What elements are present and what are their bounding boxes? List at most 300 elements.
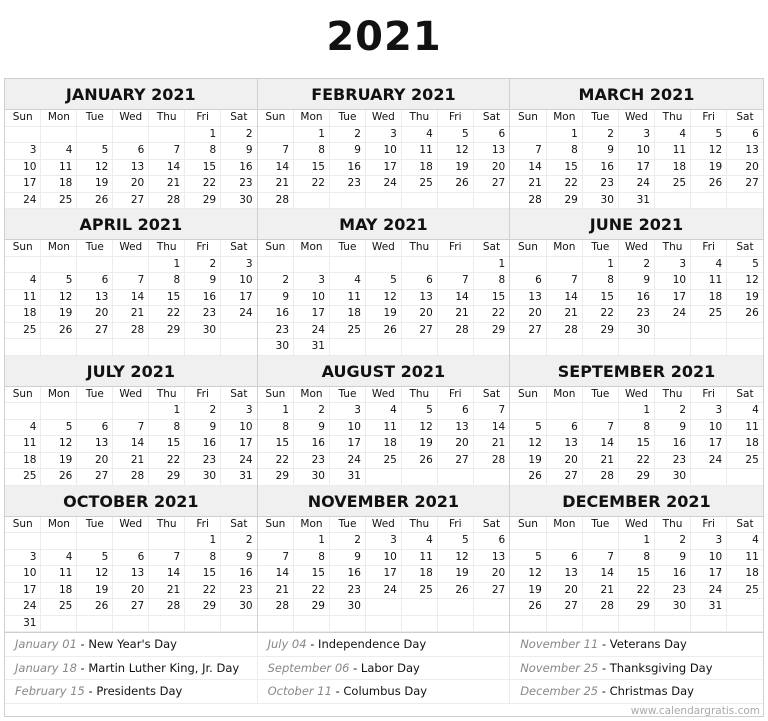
empty-cell: [582, 403, 618, 420]
day-cell: 31: [5, 615, 41, 632]
day-cell: 9: [582, 143, 618, 160]
day-cell: 4: [5, 419, 41, 436]
week-row: [510, 615, 763, 632]
weekday-label: Fri: [185, 517, 221, 533]
empty-cell: [329, 615, 365, 632]
week-row: [5, 615, 257, 632]
empty-cell: [437, 256, 473, 273]
day-cell: 9: [258, 289, 294, 306]
weekday-label: Sun: [5, 110, 41, 126]
week-row: [5, 419, 257, 436]
day-cell: 21: [582, 452, 618, 469]
empty-cell: [546, 615, 582, 632]
empty-cell: [294, 192, 330, 209]
empty-cell: [727, 322, 763, 339]
day-cell: 11: [727, 419, 763, 436]
week-row: [258, 273, 510, 290]
day-cell: 2: [329, 533, 365, 550]
day-cell: 20: [113, 176, 149, 193]
day-cell: 19: [510, 582, 546, 599]
month-title: JULY 2021: [5, 356, 257, 387]
week-row: [5, 143, 257, 160]
day-cell: 29: [546, 192, 582, 209]
weekday-label: Mon: [41, 110, 77, 126]
day-cell: 17: [294, 306, 330, 323]
month-table: [258, 517, 510, 633]
day-cell: 12: [365, 289, 401, 306]
day-cell: 9: [655, 419, 691, 436]
month-title: AUGUST 2021: [258, 356, 510, 387]
week-row: [258, 582, 510, 599]
empty-cell: [149, 339, 185, 356]
day-cell: 19: [691, 159, 727, 176]
day-cell: 13: [77, 436, 113, 453]
day-cell: 2: [258, 273, 294, 290]
weekday-label: Wed: [365, 110, 401, 126]
holiday-item: [510, 680, 763, 704]
weekday-header-row: [5, 387, 257, 403]
day-cell: 17: [365, 159, 401, 176]
day-cell: 6: [77, 273, 113, 290]
holiday-separator: -: [598, 637, 610, 651]
empty-cell: [365, 599, 401, 616]
day-cell: 2: [221, 533, 257, 550]
day-cell: 20: [77, 306, 113, 323]
day-cell: 26: [437, 176, 473, 193]
day-cell: 2: [655, 533, 691, 550]
day-cell: 29: [258, 469, 294, 486]
day-cell: 20: [437, 436, 473, 453]
day-cell: 27: [473, 582, 509, 599]
weekday-label: Sat: [727, 110, 763, 126]
day-cell: 25: [41, 192, 77, 209]
day-cell: 14: [258, 159, 294, 176]
day-cell: 25: [727, 582, 763, 599]
weekday-label: Fri: [691, 387, 727, 403]
weekday-label: Sat: [221, 517, 257, 533]
day-cell: 18: [5, 452, 41, 469]
day-cell: 24: [294, 322, 330, 339]
day-cell: 4: [401, 533, 437, 550]
day-cell: 18: [401, 159, 437, 176]
month-table: [5, 110, 257, 209]
day-cell: 17: [221, 436, 257, 453]
month-title: APRIL 2021: [5, 209, 257, 240]
day-cell: 4: [5, 273, 41, 290]
day-cell: 23: [221, 582, 257, 599]
day-cell: 5: [41, 273, 77, 290]
day-cell: 11: [5, 289, 41, 306]
empty-cell: [546, 533, 582, 550]
day-cell: 1: [294, 533, 330, 550]
day-cell: 27: [113, 599, 149, 616]
holiday-name: Labor Day: [360, 660, 420, 675]
day-cell: 17: [221, 289, 257, 306]
week-row: [5, 339, 257, 356]
month-july: [5, 356, 258, 486]
day-cell: 21: [149, 582, 185, 599]
day-cell: 11: [41, 566, 77, 583]
day-cell: 2: [655, 403, 691, 420]
week-row: [258, 143, 510, 160]
weekday-label: Tue: [582, 517, 618, 533]
day-cell: 29: [185, 599, 221, 616]
day-cell: 14: [113, 436, 149, 453]
empty-cell: [618, 615, 654, 632]
weekday-header-row: [510, 240, 763, 256]
week-row: [5, 159, 257, 176]
day-cell: 28: [258, 192, 294, 209]
weekday-label: Sun: [258, 517, 294, 533]
day-cell: 10: [221, 273, 257, 290]
empty-cell: [655, 322, 691, 339]
empty-cell: [437, 615, 473, 632]
empty-cell: [329, 256, 365, 273]
day-cell: 22: [294, 582, 330, 599]
day-cell: 27: [546, 599, 582, 616]
day-cell: 5: [41, 419, 77, 436]
empty-cell: [294, 615, 330, 632]
weekday-label: Sun: [510, 517, 546, 533]
month-table: [5, 387, 257, 486]
day-cell: 4: [41, 143, 77, 160]
holiday-date: February 15: [15, 684, 85, 698]
day-cell: 2: [221, 126, 257, 143]
holiday-name: Martin Luther King, Jr. Day: [88, 660, 240, 675]
weekday-label: Sat: [473, 110, 509, 126]
weekday-label: Mon: [546, 240, 582, 256]
week-row: [510, 143, 763, 160]
week-row: [258, 339, 510, 356]
day-cell: 6: [113, 549, 149, 566]
empty-cell: [77, 403, 113, 420]
weekday-label: Fri: [691, 110, 727, 126]
day-cell: 10: [221, 419, 257, 436]
day-cell: 18: [329, 306, 365, 323]
day-cell: 27: [473, 176, 509, 193]
empty-cell: [655, 339, 691, 356]
day-cell: 21: [258, 582, 294, 599]
week-row: [5, 452, 257, 469]
week-row: [510, 176, 763, 193]
day-cell: 19: [437, 159, 473, 176]
day-cell: 6: [510, 273, 546, 290]
day-cell: 16: [221, 159, 257, 176]
day-cell: 22: [294, 176, 330, 193]
week-row: [258, 549, 510, 566]
day-cell: 15: [546, 159, 582, 176]
weekday-label: Thu: [655, 110, 691, 126]
weekday-label: Wed: [113, 387, 149, 403]
weekday-label: Sat: [473, 517, 509, 533]
day-cell: 26: [77, 599, 113, 616]
day-cell: 28: [113, 322, 149, 339]
day-cell: 3: [655, 256, 691, 273]
weekday-label: Wed: [618, 110, 654, 126]
empty-cell: [437, 599, 473, 616]
day-cell: 3: [5, 143, 41, 160]
day-cell: 8: [185, 143, 221, 160]
day-cell: 10: [294, 289, 330, 306]
empty-cell: [258, 533, 294, 550]
week-row: [258, 615, 510, 632]
empty-cell: [510, 403, 546, 420]
weekday-label: Tue: [329, 387, 365, 403]
weekday-label: Mon: [546, 387, 582, 403]
day-cell: 20: [113, 582, 149, 599]
day-cell: 15: [582, 289, 618, 306]
day-cell: 8: [149, 273, 185, 290]
day-cell: 21: [113, 452, 149, 469]
day-cell: 22: [618, 452, 654, 469]
month-table: [258, 240, 510, 356]
empty-cell: [437, 469, 473, 486]
day-cell: 13: [546, 566, 582, 583]
holiday-column: [510, 633, 763, 704]
day-cell: 6: [473, 126, 509, 143]
day-cell: 27: [727, 176, 763, 193]
day-cell: 29: [473, 322, 509, 339]
weekday-label: Sun: [5, 387, 41, 403]
day-cell: 19: [510, 452, 546, 469]
week-row: [510, 273, 763, 290]
empty-cell: [727, 469, 763, 486]
week-row: [510, 159, 763, 176]
day-cell: 25: [655, 176, 691, 193]
holiday-date: December 25: [520, 684, 599, 698]
day-cell: 17: [5, 176, 41, 193]
day-cell: 29: [185, 192, 221, 209]
day-cell: 9: [221, 549, 257, 566]
weekday-label: Fri: [691, 240, 727, 256]
holiday-date: January 01: [15, 637, 77, 651]
weekday-label: Sun: [258, 387, 294, 403]
empty-cell: [727, 599, 763, 616]
day-cell: 19: [77, 176, 113, 193]
holiday-name: Presidents Day: [96, 684, 183, 698]
holiday-item: [258, 680, 510, 704]
day-cell: 1: [149, 256, 185, 273]
day-cell: 13: [546, 436, 582, 453]
day-cell: 24: [365, 582, 401, 599]
weekday-label: Wed: [113, 517, 149, 533]
empty-cell: [149, 126, 185, 143]
empty-cell: [365, 192, 401, 209]
weekday-label: Tue: [582, 240, 618, 256]
empty-cell: [77, 339, 113, 356]
empty-cell: [77, 256, 113, 273]
month-table: [5, 517, 257, 633]
day-cell: 16: [618, 289, 654, 306]
empty-cell: [113, 256, 149, 273]
weekday-label: Sun: [258, 110, 294, 126]
weekday-label: Mon: [294, 240, 330, 256]
day-cell: 16: [655, 436, 691, 453]
day-cell: 16: [329, 566, 365, 583]
day-cell: 3: [365, 126, 401, 143]
month-table: [258, 387, 510, 486]
weekday-label: Wed: [618, 240, 654, 256]
day-cell: 12: [437, 549, 473, 566]
month-october: [5, 486, 258, 633]
weekday-header-row: [5, 517, 257, 533]
day-cell: 22: [258, 452, 294, 469]
empty-cell: [727, 192, 763, 209]
day-cell: 30: [185, 322, 221, 339]
month-row: [5, 209, 763, 356]
empty-cell: [510, 339, 546, 356]
weekday-label: Thu: [401, 387, 437, 403]
day-cell: 25: [727, 452, 763, 469]
weekday-label: Fri: [185, 240, 221, 256]
day-cell: 5: [691, 126, 727, 143]
day-cell: 20: [546, 582, 582, 599]
day-cell: 22: [149, 306, 185, 323]
day-cell: 15: [618, 566, 654, 583]
day-cell: 25: [691, 306, 727, 323]
empty-cell: [401, 192, 437, 209]
day-cell: 26: [77, 192, 113, 209]
weekday-label: Tue: [329, 110, 365, 126]
day-cell: 2: [618, 256, 654, 273]
day-cell: 2: [329, 126, 365, 143]
day-cell: 2: [294, 403, 330, 420]
week-row: [510, 419, 763, 436]
day-cell: 23: [618, 306, 654, 323]
day-cell: 5: [437, 533, 473, 550]
day-cell: 1: [546, 126, 582, 143]
week-row: [5, 533, 257, 550]
empty-cell: [691, 339, 727, 356]
weekday-label: Thu: [149, 240, 185, 256]
day-cell: 14: [437, 289, 473, 306]
day-cell: 30: [185, 469, 221, 486]
day-cell: 18: [655, 159, 691, 176]
weekday-label: Fri: [691, 517, 727, 533]
weekday-label: Wed: [113, 240, 149, 256]
weekday-label: Thu: [655, 387, 691, 403]
day-cell: 27: [77, 469, 113, 486]
holiday-item: [5, 633, 257, 657]
day-cell: 18: [365, 436, 401, 453]
day-cell: 15: [185, 566, 221, 583]
day-cell: 8: [149, 419, 185, 436]
empty-cell: [113, 533, 149, 550]
week-row: [258, 599, 510, 616]
empty-cell: [77, 615, 113, 632]
holiday-separator: -: [349, 660, 361, 675]
day-cell: 15: [185, 159, 221, 176]
day-cell: 23: [185, 452, 221, 469]
day-cell: 23: [185, 306, 221, 323]
day-cell: 28: [546, 322, 582, 339]
day-cell: 29: [149, 469, 185, 486]
day-cell: 30: [258, 339, 294, 356]
week-row: [258, 436, 510, 453]
day-cell: 14: [546, 289, 582, 306]
day-cell: 21: [258, 176, 294, 193]
day-cell: 22: [546, 176, 582, 193]
day-cell: 2: [185, 403, 221, 420]
empty-cell: [582, 615, 618, 632]
weekday-label: Sun: [5, 240, 41, 256]
day-cell: 24: [618, 176, 654, 193]
week-row: [510, 256, 763, 273]
day-cell: 26: [365, 322, 401, 339]
weekday-header-row: [258, 110, 510, 126]
day-cell: 13: [77, 289, 113, 306]
week-row: [510, 452, 763, 469]
day-cell: 21: [437, 306, 473, 323]
day-cell: 10: [655, 273, 691, 290]
day-cell: 11: [41, 159, 77, 176]
month-january: [5, 79, 258, 209]
day-cell: 7: [582, 549, 618, 566]
weekday-label: Fri: [437, 110, 473, 126]
week-row: [510, 566, 763, 583]
day-cell: 4: [41, 549, 77, 566]
day-cell: 18: [727, 566, 763, 583]
day-cell: 27: [437, 452, 473, 469]
day-cell: 26: [510, 469, 546, 486]
day-cell: 26: [510, 599, 546, 616]
day-cell: 7: [258, 549, 294, 566]
holiday-item: [258, 657, 510, 681]
day-cell: 13: [727, 143, 763, 160]
month-table: [510, 110, 763, 209]
empty-cell: [401, 339, 437, 356]
day-cell: 12: [401, 419, 437, 436]
week-row: [510, 436, 763, 453]
day-cell: 8: [546, 143, 582, 160]
empty-cell: [5, 533, 41, 550]
day-cell: 16: [329, 159, 365, 176]
day-cell: 7: [546, 273, 582, 290]
empty-cell: [473, 615, 509, 632]
day-cell: 10: [5, 159, 41, 176]
weekday-label: Sat: [473, 387, 509, 403]
months-container: [5, 79, 763, 632]
empty-cell: [473, 599, 509, 616]
day-cell: 24: [329, 452, 365, 469]
empty-cell: [473, 469, 509, 486]
day-cell: 19: [77, 582, 113, 599]
day-cell: 20: [473, 159, 509, 176]
holiday-item: [5, 680, 257, 704]
week-row: [258, 176, 510, 193]
day-cell: 18: [401, 566, 437, 583]
day-cell: 23: [582, 176, 618, 193]
day-cell: 9: [185, 273, 221, 290]
week-row: [258, 289, 510, 306]
weekday-header-row: [5, 240, 257, 256]
month-title: DECEMBER 2021: [510, 486, 763, 517]
week-row: [5, 549, 257, 566]
weekday-label: Sun: [5, 517, 41, 533]
day-cell: 29: [582, 322, 618, 339]
day-cell: 18: [41, 176, 77, 193]
day-cell: 16: [221, 566, 257, 583]
day-cell: 24: [691, 582, 727, 599]
day-cell: 20: [510, 306, 546, 323]
day-cell: 16: [258, 306, 294, 323]
day-cell: 2: [582, 126, 618, 143]
weekday-label: Mon: [546, 110, 582, 126]
weekday-label: Thu: [149, 387, 185, 403]
day-cell: 24: [5, 192, 41, 209]
day-cell: 26: [401, 452, 437, 469]
week-row: [5, 599, 257, 616]
